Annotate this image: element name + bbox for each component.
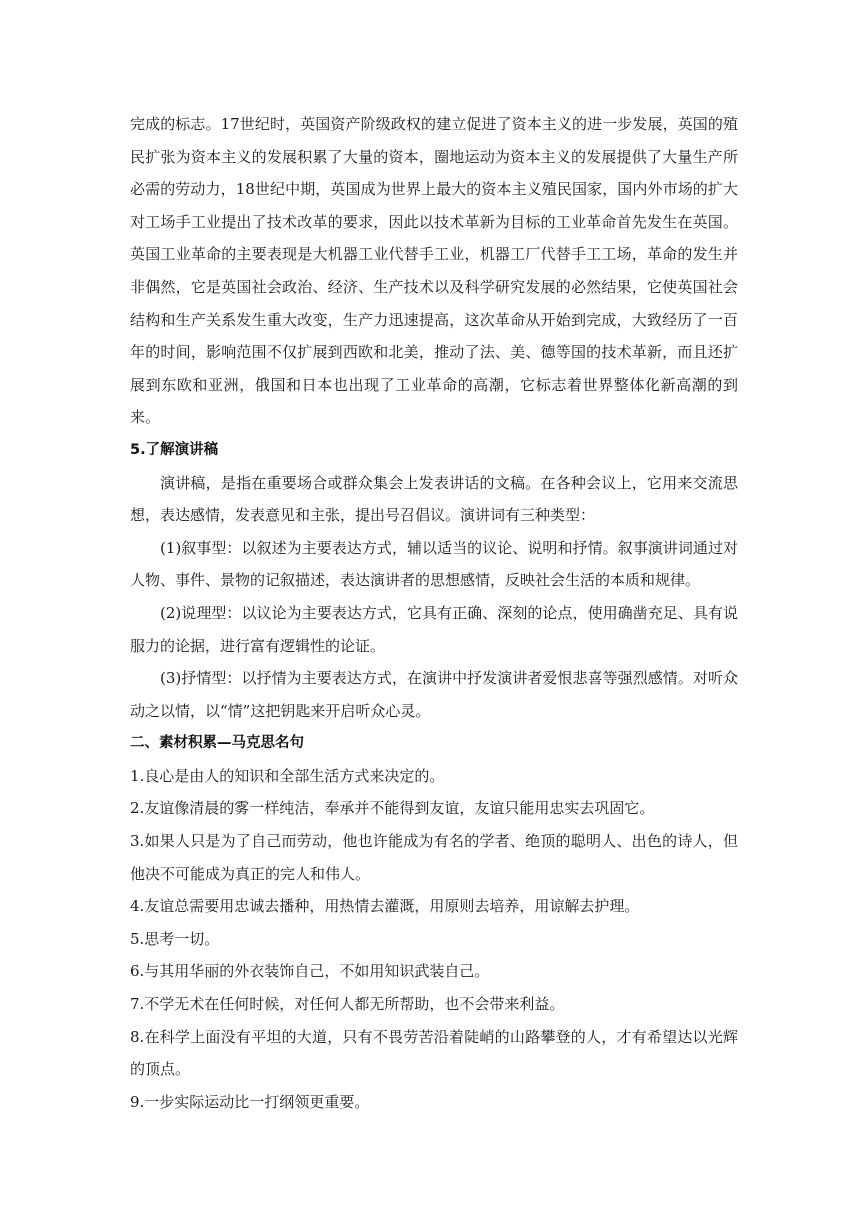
speech-intro-paragraph: 演讲稿，是指在重要场合或群众集会上发表讲话的文稿。在各种会议上，它用来交流思想，表达感情，发表意见和主张，提出号召倡议。演讲词有三种类型： xyxy=(130,473,738,525)
document-body xyxy=(130,108,738,1118)
quotes-section-heading: 二、素材积累—马克思名句 xyxy=(130,735,304,752)
speech-section-heading: 5.了解演讲稿 xyxy=(130,441,219,458)
speech-type-lyrical: (3)抒情型：以抒情为主要表达方式，在演讲中抒发演讲者爱恨悲喜等强烈感情。对听众动之以情，以“情”这把钥匙来开启听众心灵。 xyxy=(130,669,738,720)
quote-item: 1.良心是由人的知识和全部生活方式来决定的。 xyxy=(130,766,445,785)
history-paragraph: 完成的标志。17世纪时，英国资产阶级政权的建立促进了资本主义的进一步发展，英国的殖民扩张为资本主义的发展积累了大量的资本，圈地运动为资本主义的发展提供了大量生产所必需的劳动力，18世纪中期，英国成为世界上最大的资本主义殖民国家，国内外市场的扩大对工场手工业提出了技术改革的要求，因此以技术革新为目标的工业革命首先发生在英国。英国工业革命的主要表现是大机器工业代替手工业，机器工厂代替手工工场，革命的发生并非偶然，它是英国社会政治、经济、生产技术以及科学研究发展的必然结果，它使英国社会结构和生产关系发生重大改变，生产力迅速提高，这次革命从开始到完成，大致经历了一百年的时间，影响范围不仅扩展到西欧和北美，推动了法、美、德等国的技术革新，而且还扩展到东欧和亚洲，俄国和日本也出现了工业革命的高潮，它标志着世界整体化新高潮的到来。 xyxy=(130,115,738,427)
quote-item: 7.不学无术在任何时候，对任何人都无所帮助，也不会带来利益。 xyxy=(130,995,565,1014)
quote-item: 3.如果人只是为了自己而劳动，他也许能成为有名的学者、绝顶的聪明人、出色的诗人，但他决不可能成为真正的完人和伟人。 xyxy=(130,832,738,883)
quote-item: 9.一步实际运动比一打纲领更重要。 xyxy=(130,1092,370,1111)
quote-item: 2.友谊像清晨的雾一样纯洁，奉承并不能得到友谊，友谊只能用忠实去巩固它。 xyxy=(130,799,655,818)
quote-item: 6.与其用华丽的外衣装饰自己，不如用知识武装自己。 xyxy=(130,962,490,981)
quote-item: 8.在科学上面没有平坦的大道，只有不畏劳苦沿着陡峭的山路攀登的人，才有希望达以光辉的顶点。 xyxy=(130,1027,738,1079)
speech-type-argumentative: (2)说理型：以议论为主要表达方式，它具有正确、深刻的论点，使用确凿充足、具有说服力的论据，进行富有逻辑性的论证。 xyxy=(130,603,738,655)
quote-item: 5.思考一切。 xyxy=(130,929,220,948)
quote-item: 4.友谊总需要用忠诚去播种，用热情去灌溉，用原则去培养，用谅解去护理。 xyxy=(130,897,640,916)
speech-type-narrative: (1)叙事型：以叙述为主要表达方式，辅以适当的议论、说明和抒情。叙事演讲词通过对人物、事件、景物的记叙描述，表达演讲者的思想感情，反映社会生活的本质和规律。 xyxy=(130,538,738,590)
